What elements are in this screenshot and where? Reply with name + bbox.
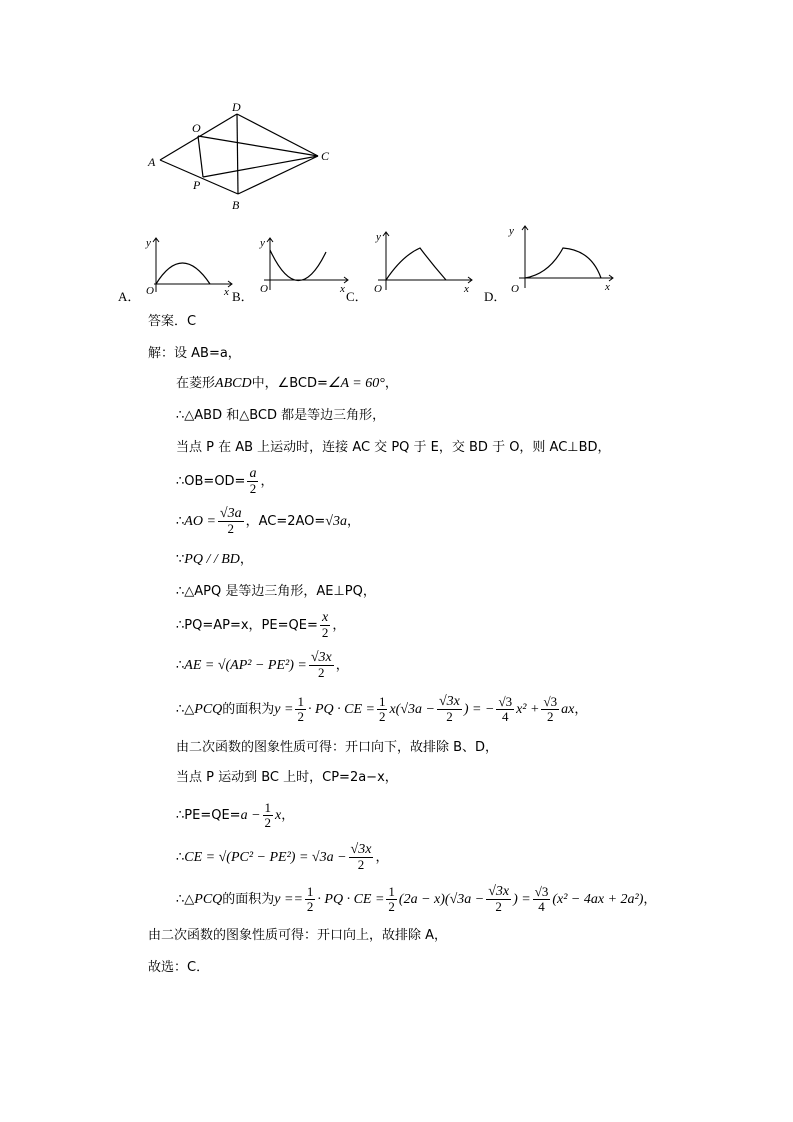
- solution-line-11: ∴△PCQ的面积为y = $\frac{1}{2}$ · PQ · CE = $\frac{1}{2}$ x(√3a − $\frac{√3x}{2}$ ) = − $\frac{√3}{4}$ x² + $\frac{√3}{2}$ ax，: [176, 694, 588, 724]
- solution-line-9: ∴PQ=AP=x，PE=QE= $\frac{x}{2}$ ，: [176, 610, 346, 640]
- option-b-label: B．: [232, 289, 254, 304]
- option-b-graph: [254, 232, 352, 296]
- solution-line-1: 解：设 AB=a，: [148, 346, 241, 361]
- solution-line-15: ∴CE = √(PC² − PE²) = √3a − $\frac{√3x}{2}$ ，: [176, 842, 389, 872]
- label-c: C: [321, 149, 330, 163]
- option-a-label: A．: [118, 289, 141, 304]
- svg-text:O: O: [374, 283, 382, 295]
- segment-qp: [198, 136, 203, 177]
- solution-line-2: 在菱形ABCD中，∠BCD=∠A = 60°，: [176, 376, 398, 391]
- rhombus-figure: [140, 98, 340, 216]
- solution-line-12: 由二次函数的图象性质可得：开口向下，故排除 B、D，: [176, 740, 499, 755]
- solution-line-8: ∴△APQ 是等边三角形，AE⊥PQ，: [176, 584, 376, 599]
- svg-text:x: x: [224, 286, 229, 296]
- label-o: O: [192, 121, 201, 135]
- svg-text:O: O: [146, 285, 154, 296]
- label-b: B: [232, 198, 240, 212]
- label-p: P: [193, 178, 201, 192]
- option-c-graph: [368, 226, 476, 296]
- solution-line-4: 当点 P 在 AB 上运动时，连接 AC 交 PQ 于 E，交 BD 于 O，则 AC⊥BD，: [176, 440, 611, 455]
- segment-bd: [237, 114, 238, 194]
- label-d: D: [232, 100, 241, 114]
- svg-text:O: O: [260, 283, 268, 295]
- solution-line-7: ∵PQ / / BD，: [176, 552, 253, 567]
- solution-line-17: 由二次函数的图象性质可得：开口向上，故排除 A，: [148, 928, 448, 943]
- svg-text:O: O: [511, 283, 519, 295]
- svg-text:x: x: [464, 283, 469, 295]
- answer-text: 答案．C: [148, 314, 197, 329]
- svg-text:y: y: [146, 237, 151, 249]
- solution-line-13: 当点 P 运动到 BC 上时，CP=2a−x，: [176, 770, 398, 785]
- svg-text:y: y: [376, 231, 381, 243]
- svg-text:x: x: [605, 281, 610, 293]
- solution-line-5: ∴OB=OD= $\frac{a}{2}$ ，: [176, 466, 274, 496]
- svg-text:y: y: [509, 225, 514, 237]
- segment-pc: [203, 156, 318, 177]
- solution-line-3: ∴△ABD 和△BCD 都是等边三角形，: [176, 408, 386, 423]
- svg-text:y: y: [260, 237, 265, 249]
- option-c-label: C．: [346, 289, 368, 304]
- solution-line-18: 故选：C．: [148, 960, 210, 975]
- svg-text:x: x: [340, 283, 345, 295]
- edge-cb: [238, 156, 318, 194]
- label-a: A: [148, 155, 156, 169]
- solution-line-10: ∴AE = √(AP² − PE²) = $\frac{√3x}{2}$ ，: [176, 650, 349, 680]
- option-d-graph: [505, 222, 617, 296]
- solution-line-14: ∴PE=QE=a − $\frac{1}{2}$ x，: [176, 800, 295, 830]
- option-d-label: D．: [484, 289, 507, 304]
- option-a-graph: [140, 232, 236, 296]
- solution-line-16: ∴△PCQ的面积为y == $\frac{1}{2}$ · PQ · CE = $\frac{1}{2}$ (2a − x)(√3a − $\frac{√3x}{2}$ ) = $\frac{√3}{4}$ (x² − 4ax + 2a²)，: [176, 884, 657, 914]
- solution-line-6: ∴AO = $\frac{√3a}{2}$ ，AC=2AO=√3a，: [176, 506, 360, 536]
